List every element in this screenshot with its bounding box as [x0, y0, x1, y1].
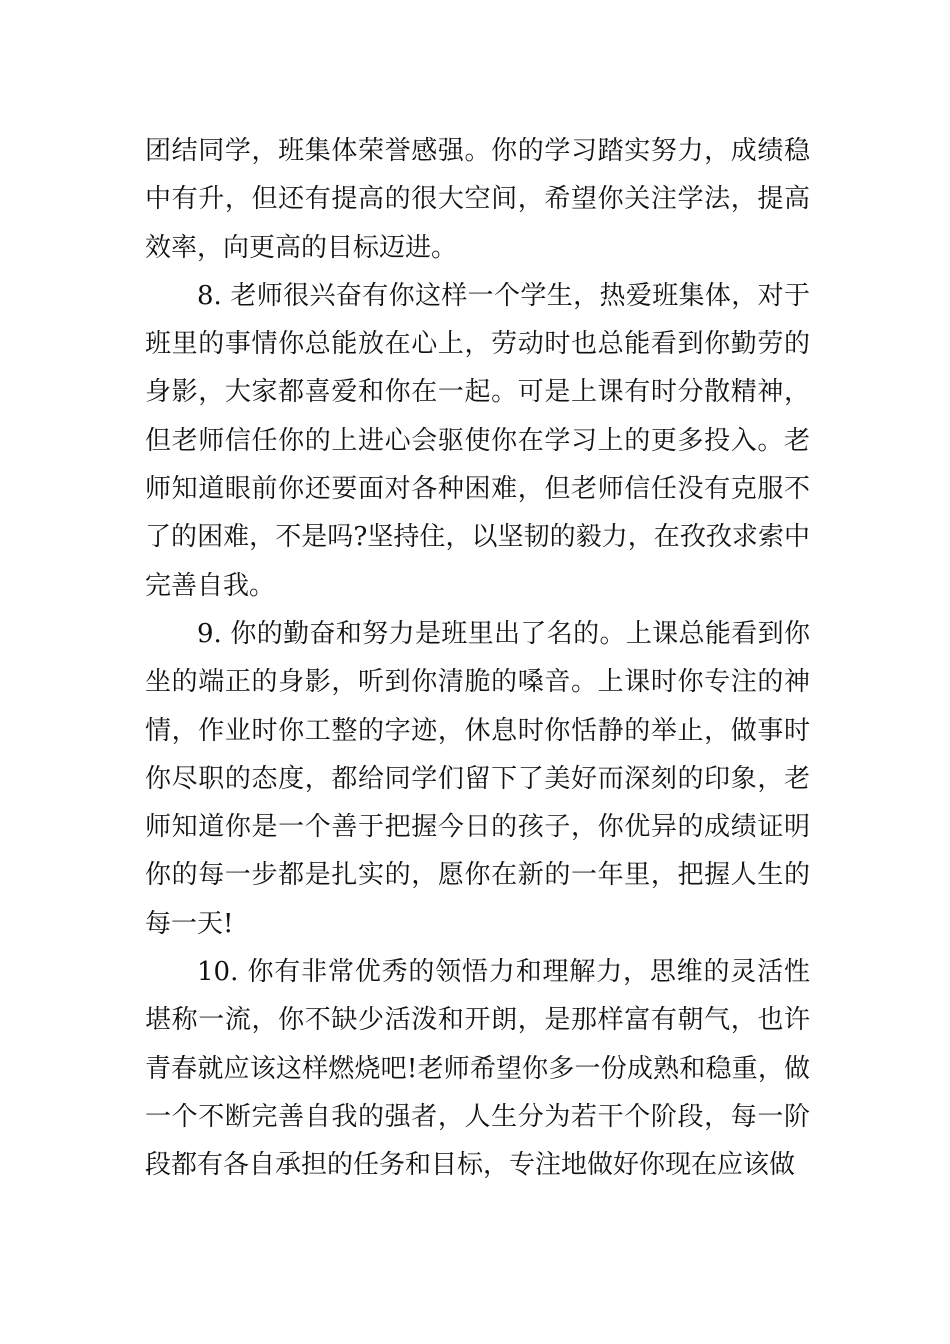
paragraph-item-10: 10. 你有非常优秀的领悟力和理解力，思维的灵活性堪称一流，你不缺少活泼和开朗，是那样富有朝气，也许青春就应该这样燃烧吧!老师希望你多一份成熟和稳重，做一个不断完善自我的强者，人生分为若干个阶段，每一阶段都有各自承担的任务和目标，专注地做好你现在应该做: [145, 957, 810, 1181]
document-body: [145, 127, 810, 1190]
paragraph-continuation: 团结同学，班集体荣誉感强。你的学习踏实努力，成绩稳中有升，但还有提高的很大空间，希望你关注学法，提高效率，向更高的目标迈进。: [145, 136, 810, 263]
paragraph-item-8: 8. 老师很兴奋有你这样一个学生，热爱班集体，对于班里的事情你总能放在心上，劳动时也总能看到你勤劳的身影，大家都喜爱和你在一起。可是上课有时分散精神，但老师信任你的上进心会驱使你在学习上的更多投入。老师知道眼前你还要面对各种困难，但老师信任没有克服不了的困难，不是吗?坚持住，以坚韧的毅力，在孜孜求索中完善自我。: [145, 280, 810, 601]
paragraph-item-9: 9. 你的勤奋和努力是班里出了名的。上课总能看到你坐的端正的身影，听到你清脆的嗓音。上课时你专注的神情，作业时你工整的字迹，休息时你恬静的举止，做事时你尽职的态度，都给同学们留下了美好而深刻的印象，老师知道你是一个善于把握今日的孩子，你优异的成绩证明你的每一步都是扎实的，愿你在新的一年里，把握人生的每一天!: [145, 618, 810, 939]
